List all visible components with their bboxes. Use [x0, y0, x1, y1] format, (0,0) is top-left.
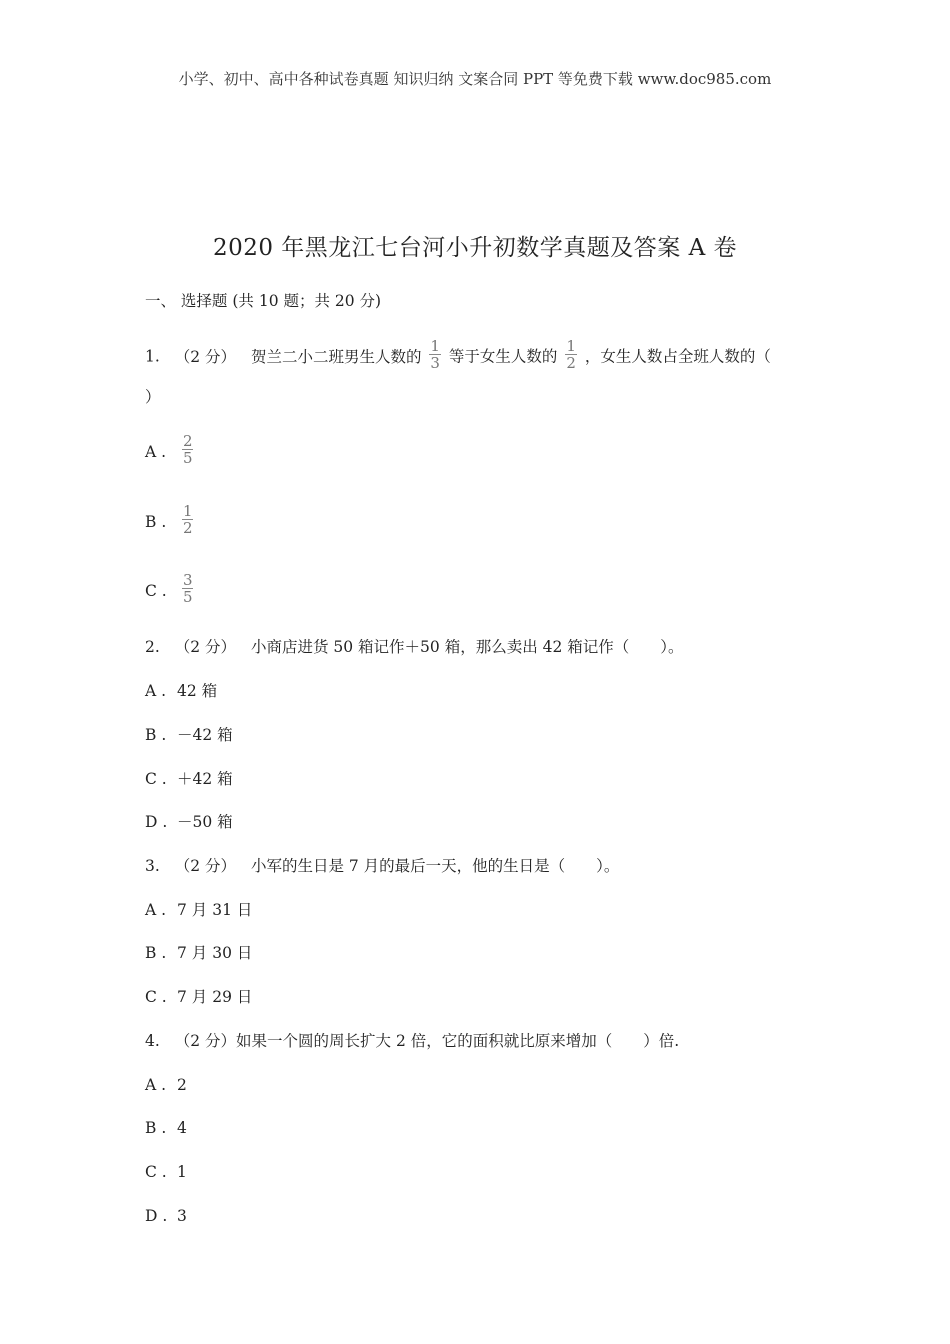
- question-score: （2 分）: [174, 1032, 237, 1050]
- question-2: [145, 637, 684, 657]
- fraction-numerator: 1: [182, 502, 193, 520]
- fraction-denominator: 2: [182, 519, 193, 537]
- option-label: B .: [145, 512, 167, 531]
- option-text: 7 月 30 日: [177, 944, 253, 962]
- question-4: [145, 1031, 679, 1051]
- option-a: [145, 900, 252, 920]
- fraction-numerator: 2: [182, 432, 193, 450]
- question-text: ，女生人数占全班人数的（: [584, 347, 771, 366]
- question-score: （2 分）: [174, 638, 237, 656]
- fraction: [429, 339, 441, 370]
- question-text: 小军的生日是 7 月的最后一天，他的生日是（ ）。: [250, 857, 620, 875]
- option-label: A .: [145, 442, 167, 461]
- fraction: [182, 573, 194, 604]
- option-b: [145, 1118, 187, 1138]
- option-label: B .: [145, 726, 167, 744]
- fraction-numerator: 1: [430, 337, 440, 355]
- option-label: A .: [145, 901, 167, 919]
- option-text: －42 箱: [177, 726, 233, 744]
- option-label: B .: [145, 1119, 167, 1137]
- fraction-denominator: 3: [430, 354, 440, 372]
- fraction: [182, 504, 194, 535]
- option-label: C .: [145, 770, 167, 788]
- option-d: [145, 1206, 187, 1226]
- fraction: [182, 434, 194, 465]
- page-title: 2020 年黑龙江七台河小升初数学真题及答案 A 卷: [212, 235, 738, 261]
- question-number: 1.: [145, 347, 160, 366]
- option-label: C .: [145, 1163, 167, 1181]
- option-b: [145, 943, 252, 963]
- question-text: 小商店进货 50 箱记作＋50 箱，那么卖出 42 箱记作（ ）。: [250, 638, 684, 656]
- option-text: 1: [177, 1163, 187, 1181]
- option-text: 3: [177, 1207, 187, 1225]
- option-label: D .: [145, 1207, 168, 1225]
- option-b: [145, 725, 233, 745]
- option-text: 4: [177, 1119, 187, 1137]
- option-a: [145, 681, 217, 701]
- question-number: 4.: [145, 1032, 160, 1050]
- option-text: 7 月 29 日: [177, 988, 253, 1006]
- question-text: 如果一个圆的周长扩大 2 倍，它的面积就比原来增加（ ）倍.: [236, 1032, 680, 1050]
- option-c: [145, 987, 252, 1007]
- option-d: [145, 812, 233, 832]
- fraction-denominator: 5: [182, 588, 193, 606]
- option-c: [145, 769, 233, 789]
- question-text: 等于女生人数的: [448, 347, 558, 366]
- question-1: [145, 337, 771, 373]
- option-text: 42 箱: [177, 682, 218, 700]
- option-a: [145, 1075, 187, 1095]
- question-score: （2 分）: [174, 857, 237, 875]
- fraction-denominator: 5: [182, 449, 193, 467]
- section-heading: 一、 选择题 (共 10 题；共 20 分): [145, 292, 382, 310]
- question-text-continued: ）: [145, 388, 161, 406]
- option-label: C .: [145, 988, 167, 1006]
- option-text: ＋42 箱: [177, 770, 233, 788]
- option-text: －50 箱: [177, 813, 233, 831]
- option-label: A .: [145, 1076, 167, 1094]
- fraction-denominator: 2: [566, 354, 576, 372]
- option-c: [145, 1162, 187, 1182]
- page-header: 小学、初中、高中各种试卷真题 知识归纳 文案合同 PPT 等免费下载 www.doc985.com: [178, 70, 772, 88]
- option-label: B .: [145, 944, 167, 962]
- option-a: [145, 432, 196, 468]
- option-c: [145, 571, 196, 607]
- option-label: C .: [145, 581, 167, 600]
- question-3: [145, 856, 619, 876]
- fraction-numerator: 1: [566, 337, 576, 355]
- option-text: 7 月 31 日: [177, 901, 253, 919]
- fraction: [565, 339, 577, 370]
- question-score: （2 分）: [174, 347, 237, 366]
- option-text: 2: [177, 1076, 187, 1094]
- question-text: 贺兰二小二班男生人数的: [250, 347, 422, 366]
- question-number: 3.: [145, 857, 160, 875]
- fraction-numerator: 3: [182, 571, 193, 589]
- option-label: A .: [145, 682, 167, 700]
- option-b: [145, 502, 196, 538]
- option-label: D .: [145, 813, 168, 831]
- question-number: 2.: [145, 638, 160, 656]
